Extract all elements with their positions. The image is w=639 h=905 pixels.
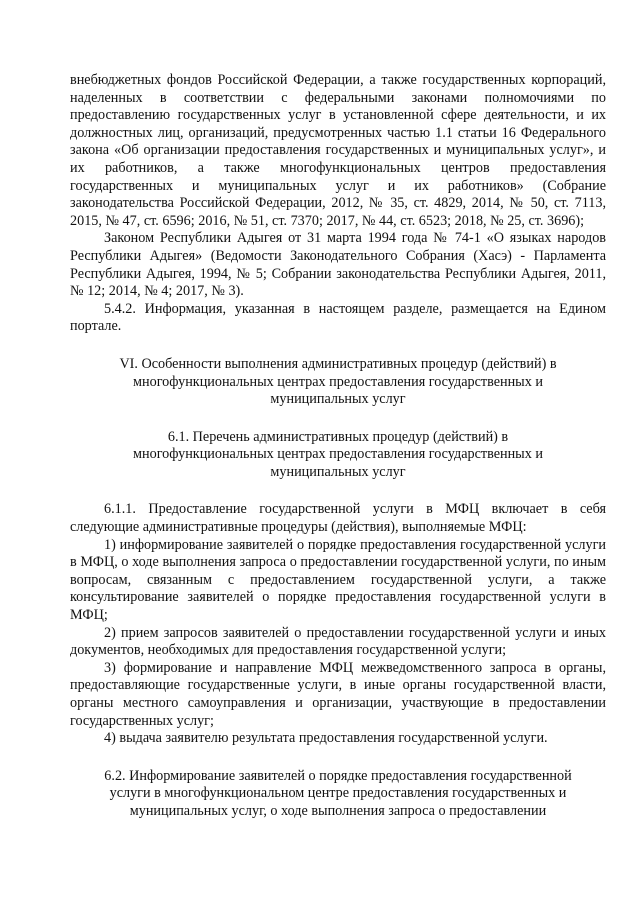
list-item-interagency-request: 3) формирование и направление МФЦ межведомственного запроса в органы, предоставляющие государственные услуги, в иные органы государственной власти, органы местного самоуправления и организации, участвующие в предоставлении государственных услуг; <box>70 659 606 729</box>
subsection-title-line: многофункциональных центрах предоставления государственных и <box>133 446 543 463</box>
subsection-title-line: муниципальных услуг <box>270 463 406 480</box>
subsection-title-line: услуги в многофункциональном центре предоставления государственных и <box>109 785 567 802</box>
subsection-title-line: 6.2. Информирование заявителей о порядке предоставления государственной <box>104 767 572 784</box>
section-title-line: муниципальных услуг <box>270 391 406 408</box>
subsection-title-6-2 <box>70 768 606 821</box>
subsection-title-line: 6.1. Перечень административных процедур (действий) в <box>167 428 509 445</box>
paragraph-adygea-languages-law: Законом Республики Адыгея от 31 марта 1994 года № 74-1 «О языках народов Республики Адыгея» (Ведомости Законодательного Собрания (Хасэ) - Парламента Республики Адыгея, 1994, № 5; Собрании законодательства Республики Адыгея, 2011, № 12; 2014, № 4; 2017, № 3). <box>70 230 606 300</box>
subsection-title-6-1 <box>70 429 606 482</box>
section-title-line: многофункциональных центрах предоставления государственных и <box>133 373 543 390</box>
list-item-request-intake: 2) прием запросов заявителей о предоставлении государственной услуги и иных документов, необходимых для предоставления государственной услуги; <box>70 624 606 659</box>
paragraph-6-1-1: 6.1.1. Предоставление государственной услуги в МФЦ включает в себя следующие административные процедуры (действия), выполняемые МФЦ: <box>70 501 606 536</box>
list-item-result-issuance: 4) выдача заявителю результата предоставления государственной услуги. <box>104 730 548 747</box>
section-title-vi <box>70 356 606 409</box>
subsection-title-line: муниципальных услуг, о ходе выполнения запроса о предоставлении <box>129 802 547 819</box>
list-item-informing: 1) информирование заявителей о порядке предоставления государственной услуги в МФЦ, о ходе выполнения запроса о предоставлении государственной услуги, по иным вопросам, связанным с предоставлением государственной услуги, а также консультирование заявителей о порядке предоставления государственной услуги в МФЦ; <box>70 536 606 624</box>
paragraph-5-4-2: 5.4.2. Информация, указанная в настоящем разделе, размещается на Едином портале. <box>70 300 606 335</box>
document-page <box>70 72 606 821</box>
section-title-line: VI. Особенности выполнения административных процедур (действий) в <box>119 355 557 372</box>
paragraph-federal-funds: внебюджетных фондов Российской Федерации, а также государственных корпораций, наделенных в соответствии с федеральными законами полномочиями по предоставлению государственных услуг в установленной сфере деятельности, и их должностных лиц, организаций, предусмотренных частью 1.1 статьи 16 Федерального закона «Об организации предоставления государственных и муниципальных услуг», и их работников, а также многофункциональных центров предоставления государственных и муниципальных услуг и их работников» (Собрание законодательства Российской Федерации, 2012, № 35, ст. 4829, 2014, № 50, ст. 7113, 2015, № 47, ст. 6596; 2016, № 51, ст. 7370; 2017, № 44, ст. 6523; 2018, № 25, ст. 3696); <box>70 72 606 229</box>
